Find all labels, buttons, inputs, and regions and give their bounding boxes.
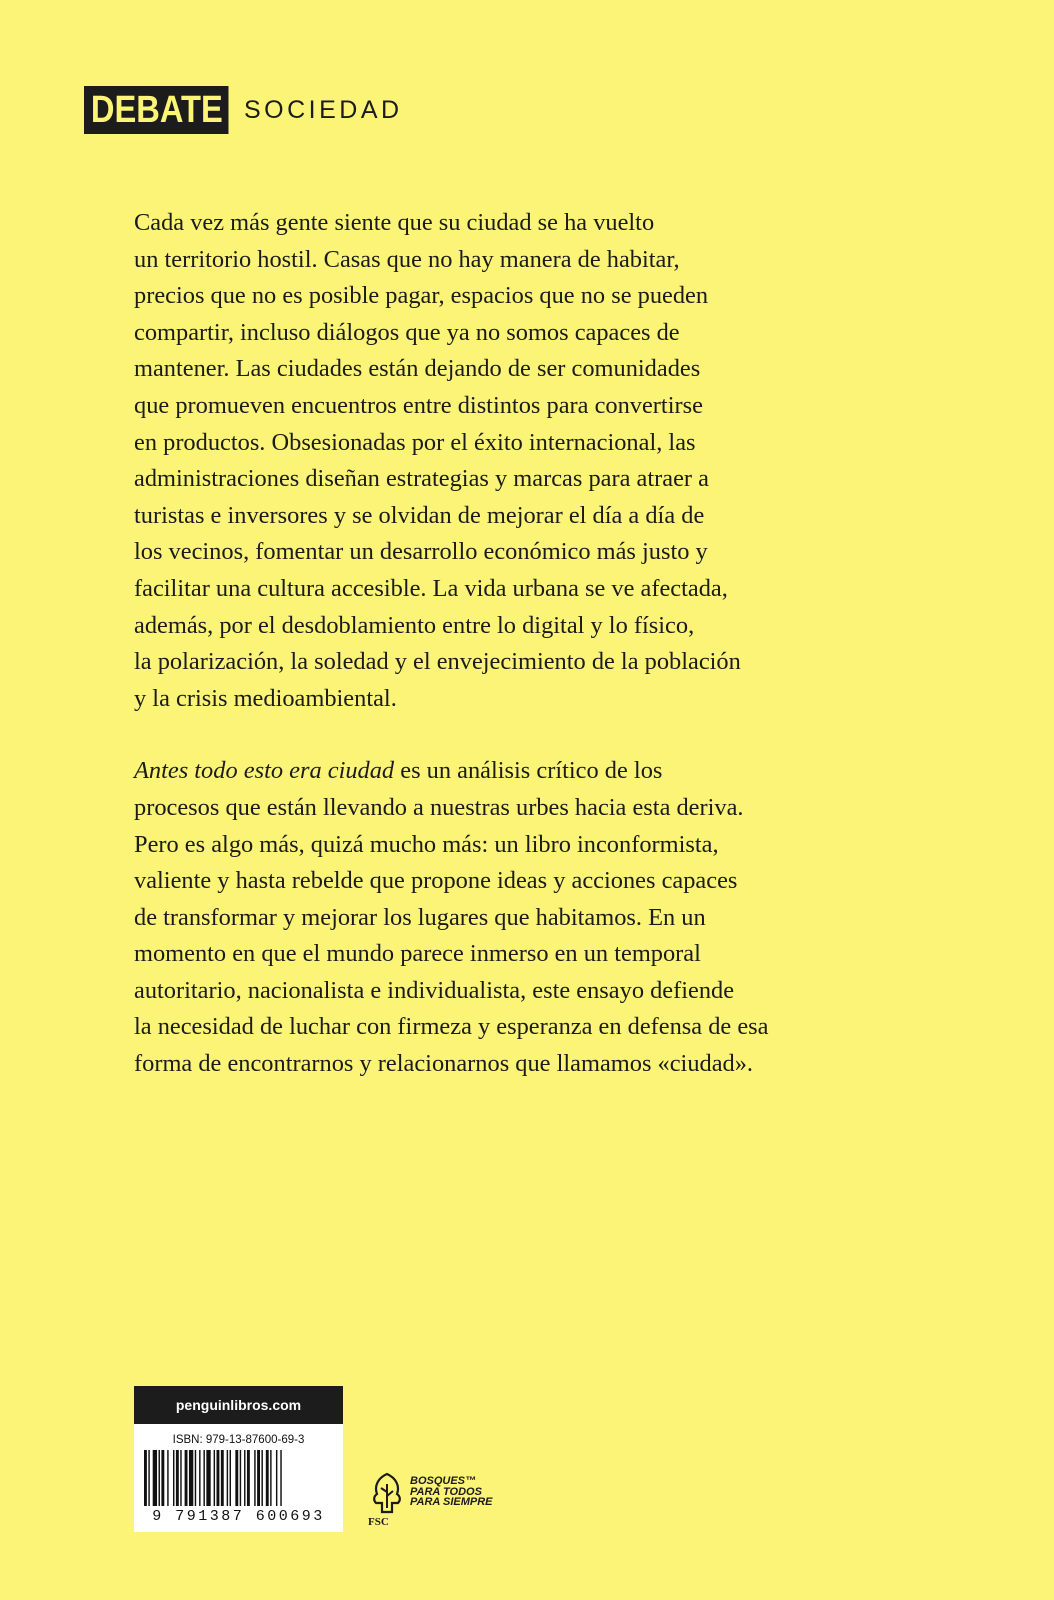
text-line: compartir, incluso diálogos que ya no somos capaces de [134,318,680,346]
collection-name: SOCIEDAD [244,95,403,124]
paragraph-2 [134,753,954,1082]
fsc-line-1: BOSQUES™ [410,1475,477,1487]
fsc-line-2: PARA TODOS [410,1485,482,1498]
fsc-slogan [410,1476,493,1508]
fsc-logo [368,1472,493,1528]
publisher-logo [84,86,403,134]
text-line: autoritario, nacionalista e individualista, este ensayo defiende [134,976,735,1004]
text-line: momento en que el mundo parece inmerso en un temporal [134,940,701,968]
paragraph-1 [134,205,954,717]
text-line: forma de encontrarnos y relacionarnos que llamamos «ciudad». [134,1050,754,1078]
text-line: facilitar una cultura accesible. La vida urbana se ve afectada, [134,574,728,602]
text-line: turistas e inversores y se olvidan de mejorar el día a día de [134,501,705,529]
fsc-line-3: PARA SIEMPRE [410,1496,493,1508]
book-title: Antes todo esto era ciudad [134,757,395,785]
text-line [134,753,954,790]
fsc-label: FSC [368,1516,389,1528]
text-line: los vecinos, fomentar un desarrollo económico más justo y [134,538,708,566]
text-line: en productos. Obsesionadas por el éxito internacional, las [134,428,696,456]
text-line: la necesidad de luchar con firmeza y esperanza en defensa de esa [134,1013,769,1041]
barcode-icon [144,1450,333,1508]
text-line: que promueven encuentros entre distintos para convertirse [134,391,703,419]
back-cover-blurb [134,205,954,1083]
website-url: penguinlibros.com [134,1386,343,1424]
text-line: procesos que están llevando a nuestras urbes hacia esta deriva. [134,793,744,821]
barcode-label [134,1386,343,1532]
barcode-number: 9 791387 600693 [152,1508,325,1525]
text-line: valiente y hasta rebelde que propone ideas y acciones capaces [134,867,738,895]
text-line: y la crisis medioambiental. [134,684,397,712]
text-line: de transformar y mejorar los lugares que habitamos. En un [134,903,706,931]
text-fragment: es un análisis crítico de los [394,757,663,785]
text-line: precios que no es posible pagar, espacios que no se pueden [134,282,709,310]
text-line: la polarización, la soledad y el envejecimiento de la población [134,648,741,676]
isbn-text: ISBN: 979-13-87600-69-3 [172,1434,305,1446]
text-line: mantener. Las ciudades están dejando de ser comunidades [134,355,701,383]
text-line: administraciones diseñan estrategias y marcas para atraer a [134,465,709,493]
text-line: un territorio hostil. Casas que no hay manera de habitar, [134,245,680,273]
text-line: Cada vez más gente siente que su ciudad se ha vuelto [134,209,655,236]
text-line: además, por el desdoblamiento entre lo digital y lo físico, [134,611,695,639]
publisher-name: DEBATE [84,86,228,134]
fsc-tree-icon [368,1472,406,1514]
text-line: Pero es algo más, quizá mucho más: un libro inconformista, [134,830,719,858]
